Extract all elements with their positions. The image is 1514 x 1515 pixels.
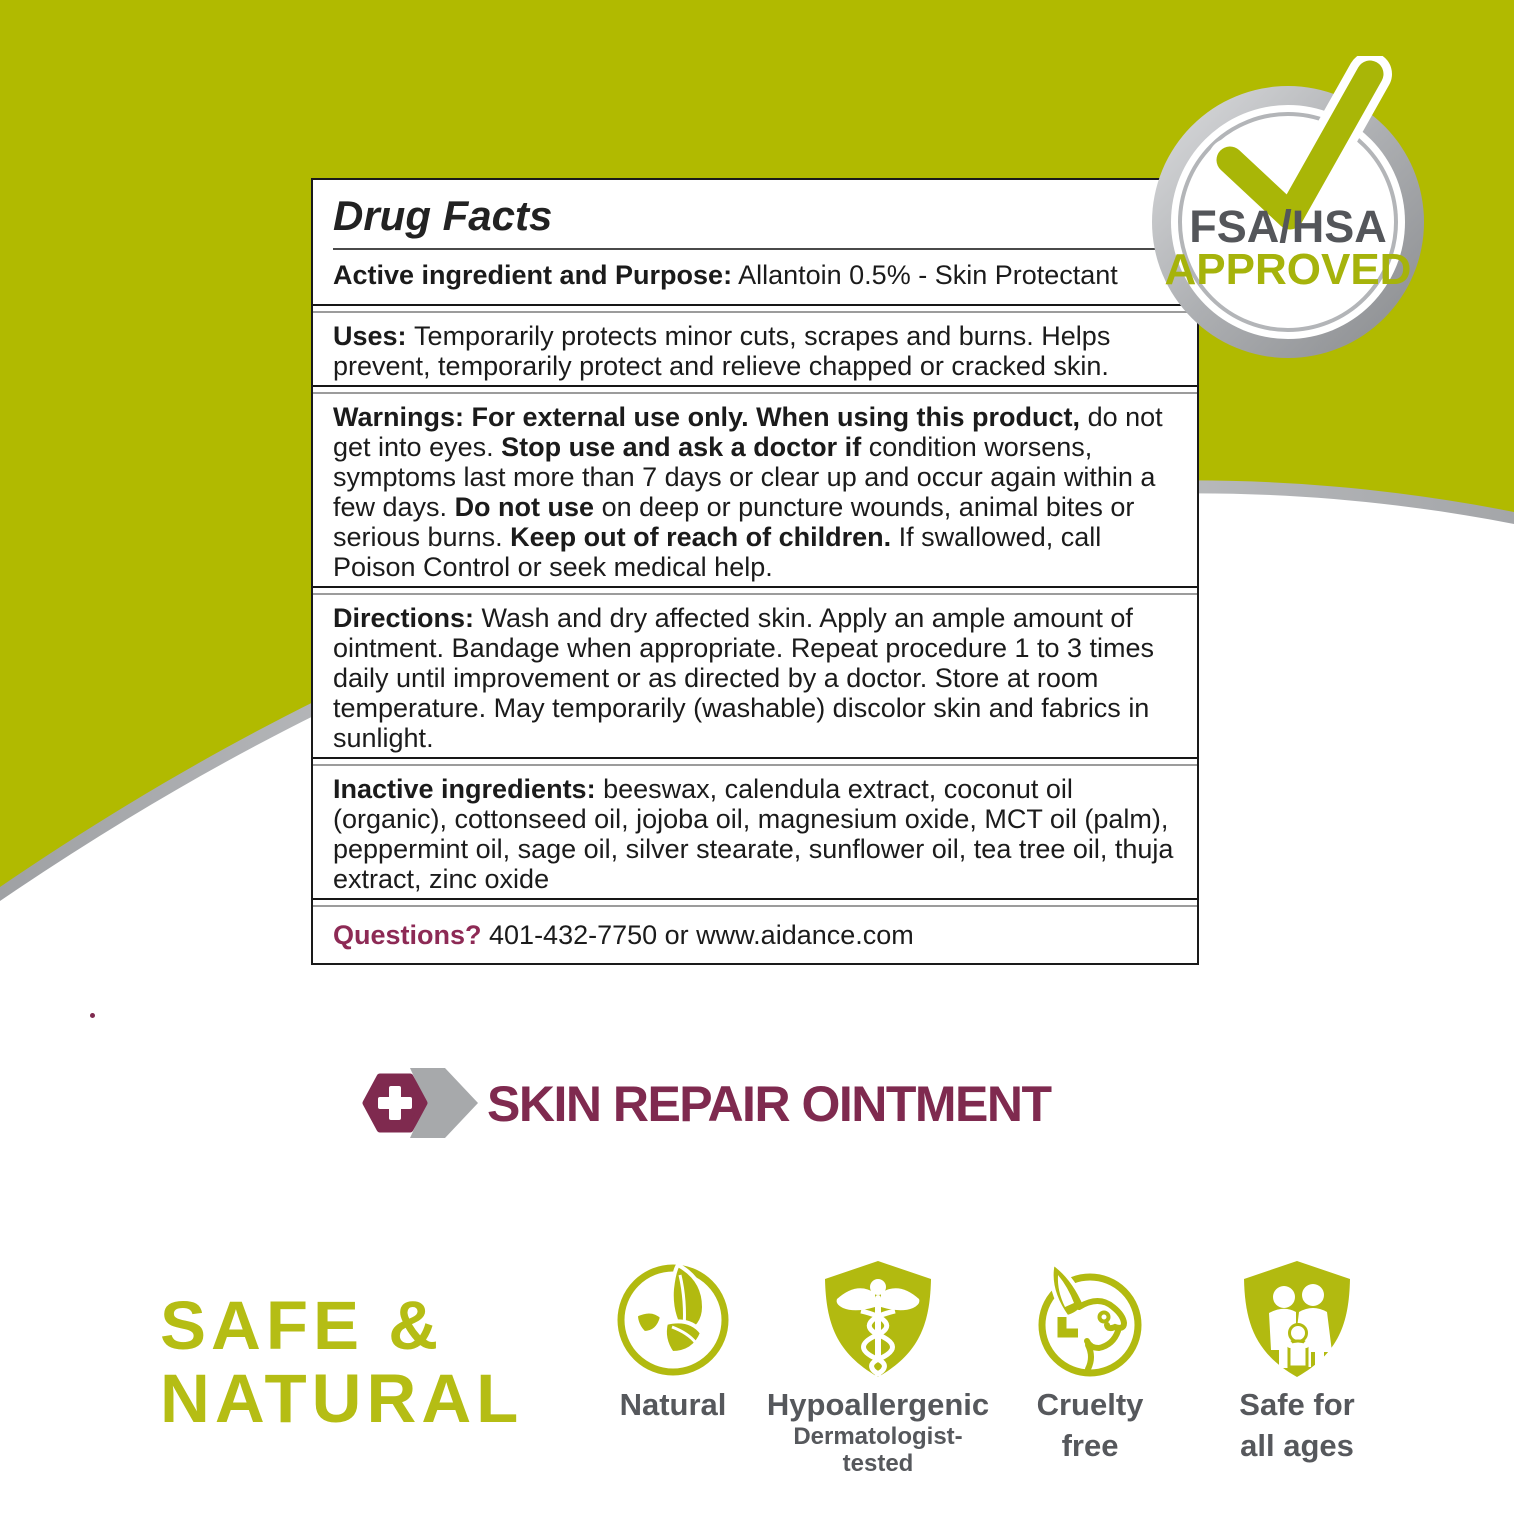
badge-line1: FSA/HSA xyxy=(1189,201,1387,252)
feature-hypoallergenic xyxy=(763,1256,993,1477)
feature-label: Natural xyxy=(619,1387,727,1422)
badge-line2: APPROVED xyxy=(1164,245,1412,294)
feature-label-line2: all ages xyxy=(1240,1428,1354,1463)
fsa-hsa-badge xyxy=(1146,56,1438,368)
feature-safe-all-ages xyxy=(1182,1256,1412,1462)
title-divider xyxy=(333,248,1177,250)
section-divider xyxy=(313,304,1197,313)
drug-facts-title: Drug Facts xyxy=(333,192,553,239)
drug-facts-section-questions: Questions? 401-432-7750 or www.aidance.com xyxy=(333,920,914,950)
caduceus-shield-icon xyxy=(763,1256,993,1380)
section-divider xyxy=(313,898,1197,907)
section-divider xyxy=(313,757,1197,766)
product-name: SKIN REPAIR OINTMENT xyxy=(487,1076,1051,1132)
section-divider xyxy=(313,586,1197,595)
cross-bar-v xyxy=(389,1086,401,1120)
drug-facts-section-directions: Directions: Wash and dry affected skin. Apply an ample amount of ointment. Bandage when appropriate. Repeat procedure 1 to 3 times daily until improvement or as directed by a doctor. Store at room temperature. May temporarily (washable) discolor skin and fabrics in sunlight. xyxy=(333,603,1155,753)
drug-facts-section-warnings: Warnings: For external use only. When using this product, do not get into eyes. Stop use and ask a doctor if condition worsens, symptoms last more than 7 days or clear up and occur again within a few days. Do not use on deep or puncture wounds, animal bites or serious burns. Keep out of reach of children. If swallowed, call Poison Control or seek medical help. xyxy=(333,402,1163,582)
feature-label-line2: free xyxy=(1061,1428,1119,1463)
leaf-circle-icon xyxy=(558,1256,788,1380)
drug-facts-section-inactive: Inactive ingredients: beeswax, calendula extract, coconut oil (organic), cottonseed oil, jojoba oil, magnesium oxide, MCT oil (palm), peppermint oil, sage oil, silver stearate, sunflower oil, tea tree oil, thuja extract, zinc oxide xyxy=(333,774,1174,894)
feature-label: Safe for xyxy=(1239,1387,1355,1422)
feature-cruelty-free xyxy=(975,1256,1205,1462)
tagline xyxy=(160,1289,523,1435)
family-shield-icon xyxy=(1182,1256,1412,1380)
feature-label: Cruelty xyxy=(1036,1387,1144,1422)
print-dot xyxy=(90,1013,95,1018)
fsa-hsa-badge-graphic xyxy=(1146,56,1438,368)
tagline-line2: NATURAL xyxy=(160,1360,524,1437)
feature-sublabel: Dermatologist-tested xyxy=(793,1423,963,1477)
active-ingredient-row xyxy=(333,258,1177,292)
drug-facts-sections xyxy=(313,304,1197,963)
rabbit-circle-icon xyxy=(975,1256,1205,1380)
drug-facts-header xyxy=(313,180,1197,292)
tagline-line1: SAFE & xyxy=(160,1287,444,1364)
feature-label: Hypoallergenic xyxy=(766,1387,990,1422)
active-ingredient-value: Allantoin 0.5% - Skin Protectant xyxy=(732,260,1118,290)
drug-facts-panel xyxy=(311,178,1199,965)
active-ingredient-label: Active ingredient and Purpose: xyxy=(333,260,733,290)
feature-natural xyxy=(558,1256,788,1421)
section-divider xyxy=(313,385,1197,394)
drug-facts-section-uses: Uses: Temporarily protects minor cuts, scrapes and burns. Helps prevent, temporarily protect and relieve chapped or cracked skin. xyxy=(333,321,1111,381)
